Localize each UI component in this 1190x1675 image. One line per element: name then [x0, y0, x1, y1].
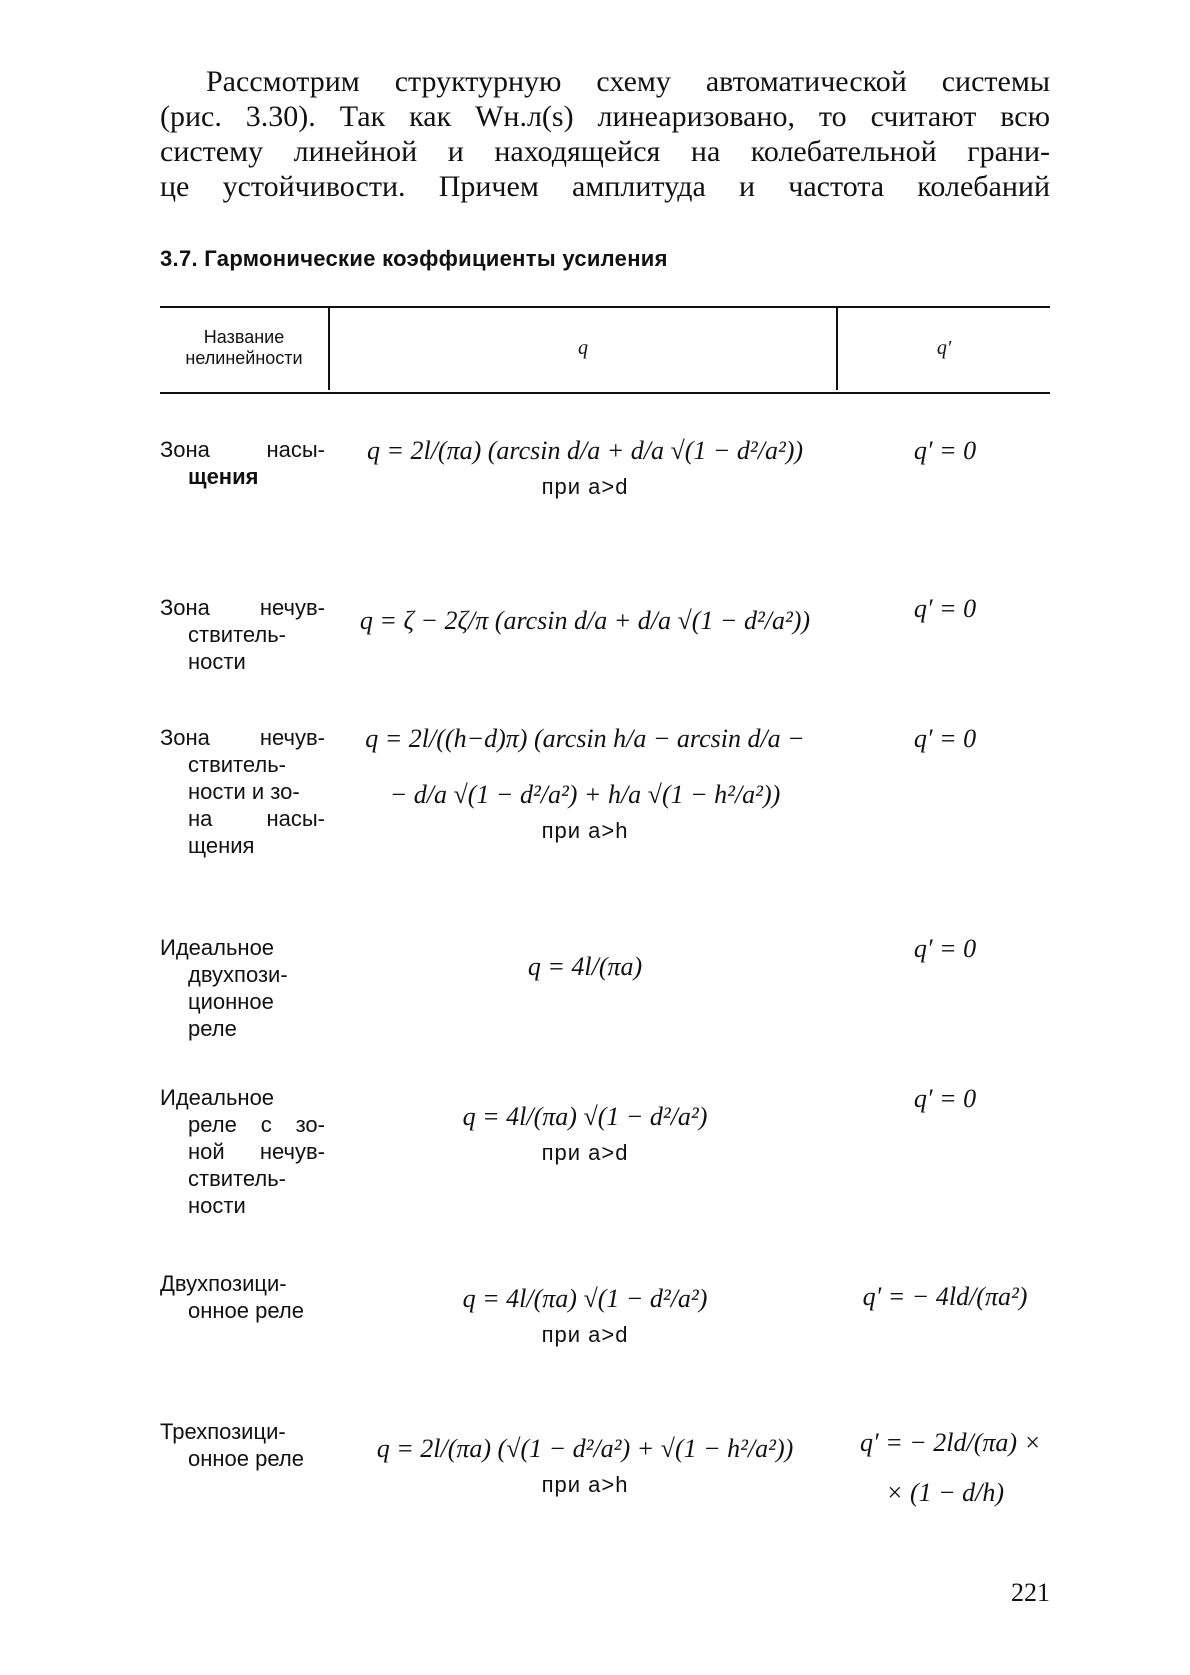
nonlinearity-name [160, 594, 325, 675]
formula-condition: при a>d [541, 1322, 629, 1347]
table-caption: 3.7. Гармонические коэффициенты усиления [160, 246, 668, 271]
table-top-rule [160, 306, 1050, 308]
q-prime-line: × (1 − d/h) [885, 1478, 1005, 1507]
name-line: Зона насы- [160, 437, 325, 462]
intro-line: систему линейной и находящейся на колебательной грани- [160, 135, 1050, 168]
formula-q [340, 1102, 830, 1168]
name-line: ности и зо- [188, 779, 300, 804]
nonlinearity-name [160, 1418, 325, 1472]
formula-q-prime: q′ = 0 [913, 934, 977, 963]
table-header-rule [160, 392, 1050, 394]
nonlinearity-name [160, 934, 325, 1042]
name-line: ционное [188, 989, 274, 1014]
formula-q [340, 724, 830, 846]
formula-q [340, 1434, 830, 1500]
name-line: онное реле [188, 1298, 304, 1323]
nonlinearity-name [160, 436, 325, 490]
formula-condition: при a>d [541, 474, 629, 499]
name-line: онное реле [188, 1446, 304, 1471]
formula-condition: при a>h [541, 818, 629, 843]
formula-q [340, 606, 830, 636]
formula-q-prime: q′ = − 4ld/(πa²) [862, 1282, 1028, 1311]
formula-expression: q = 4l/(πa) √(1 − d²/a²) [462, 1284, 708, 1313]
formula-expression: q = 2l/(πa) (arcsin d/a + d/a √(1 − d²/a²)) [366, 436, 804, 465]
name-line: щения [188, 464, 259, 489]
name-line: ности [188, 649, 246, 674]
name-line: ной нечув- [188, 1139, 325, 1164]
formula-q [340, 1284, 830, 1350]
formula-q-prime: q′ = 0 [913, 436, 977, 465]
name-line: реле с зо- [188, 1112, 325, 1137]
intro-line: Рассмотрим структурную схему автоматической системы [206, 65, 1050, 98]
header-name-line: Название [203, 327, 285, 347]
header-name [160, 327, 328, 369]
name-line: на насы- [188, 806, 325, 831]
intro-line: (рис. 3.30). Так как Wн.л(s) линеаризовано, то считают всю [160, 100, 1050, 133]
formula-q [340, 952, 830, 982]
name-line: Зона нечув- [160, 725, 325, 750]
formula-expression: − d/a √(1 − d²/a²) + h/a √(1 − h²/a²)) [389, 780, 781, 809]
header-name-line: нелинейности [185, 348, 303, 368]
formula-expression: q = ζ − 2ζ/π (arcsin d/a + d/a √(1 − d²/a²)) [359, 606, 811, 635]
intro-line: це устойчивости. Причем амплитуда и частота колебаний [160, 170, 1050, 203]
q-prime-line: q′ = − 2ld/(πa) × [860, 1428, 1042, 1457]
name-line: реле [188, 1016, 237, 1041]
name-line: Зона нечув- [160, 595, 325, 620]
formula-expression: q = 2l/(πa) (√(1 − d²/a²) + √(1 − h²/a²)) [376, 1434, 794, 1463]
name-line: Идеальное [160, 935, 275, 960]
intro-paragraph [160, 64, 1050, 204]
name-line: ствитель- [188, 1166, 287, 1191]
header-q-prime: q′ [936, 337, 952, 359]
formula-q-prime [860, 1428, 1042, 1508]
formula-condition: при a>h [541, 1472, 629, 1497]
name-line: Идеальное [160, 1085, 275, 1110]
nonlinearity-name [160, 1084, 325, 1219]
page-number: 221 [1011, 1578, 1050, 1607]
formula-condition: при a>d [541, 1140, 629, 1165]
nonlinearity-name [160, 1270, 325, 1324]
formula-q-prime: q′ = 0 [913, 724, 977, 753]
formula-expression: q = 2l/((h−d)π) (arcsin h/a − arcsin d/a − [365, 724, 805, 753]
name-line: двухпози- [188, 962, 288, 987]
header-q: q [578, 337, 588, 359]
name-line: Двухпозици- [160, 1271, 287, 1296]
formula-expression: q = 4l/(πa) [527, 952, 643, 981]
formula-q-prime: q′ = 0 [913, 594, 977, 623]
nonlinearity-name [160, 724, 325, 859]
name-line: щения [188, 833, 255, 858]
name-line: Трехпозици- [160, 1419, 286, 1444]
formula-q [340, 436, 830, 502]
formula-expression: q = 4l/(πa) √(1 − d²/a²) [462, 1102, 708, 1131]
formula-q-prime: q′ = 0 [913, 1084, 977, 1113]
name-line: ности [188, 1193, 246, 1218]
name-line: ствитель- [188, 752, 287, 777]
name-line: ствитель- [188, 622, 287, 647]
